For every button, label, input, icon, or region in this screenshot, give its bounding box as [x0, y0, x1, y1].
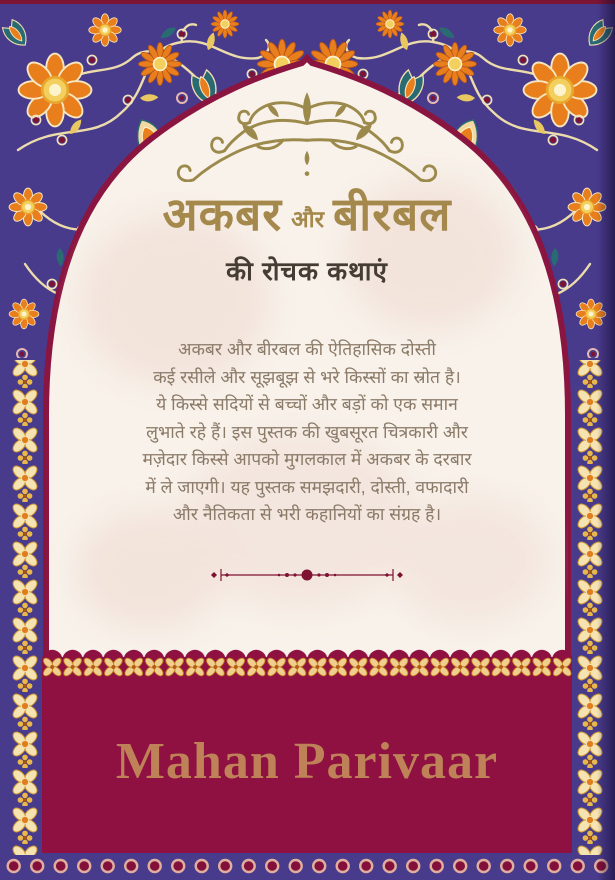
publisher-name: Mahan Parivaar	[115, 733, 499, 790]
top-edge-line	[0, 0, 615, 4]
blurb-line: लुभाते रहे हैं। इस पुस्तक की खुबसूरत चित्रकारी और	[146, 421, 468, 442]
blurb-line: अकबर और बीरबल की ऐतिहासिक दोस्ती	[178, 339, 436, 359]
title-word-birbal: बीरबल	[333, 188, 452, 240]
title-conjunction: और	[291, 206, 325, 232]
publisher-panel	[42, 660, 572, 853]
title-word-akbar: अकबर	[162, 188, 283, 240]
flourish-ornament-icon	[140, 86, 474, 182]
blurb-line: ये किस्से सदियों से बच्चों और बड़ों को एक समान	[156, 394, 458, 414]
book-subtitle: की रोचक कथाएं	[226, 256, 388, 286]
divider-ornament-icon	[207, 566, 407, 584]
blurb-line: कई रसीले और सूझबूझ से भरे किस्सों का स्रोत है।	[153, 366, 461, 387]
page-edge-shadow	[597, 0, 615, 880]
blurb-line: मज़ेदार किस्से आपको मुगलकाल में अकबर के दरबार	[142, 449, 472, 469]
arch-content	[42, 54, 572, 654]
blurb-line: में ले जाएगी। यह पुस्तक समझदारी, दोस्ती, वफादारी	[145, 476, 469, 497]
bottom-ring-border-ornament	[2, 853, 613, 879]
book-title	[42, 182, 572, 244]
blurb-line: और नैतिकता से भरी कहानियों का संग्रह है।	[172, 504, 442, 524]
scallop-border-ornament	[42, 644, 572, 680]
blurb-paragraph	[67, 336, 547, 529]
